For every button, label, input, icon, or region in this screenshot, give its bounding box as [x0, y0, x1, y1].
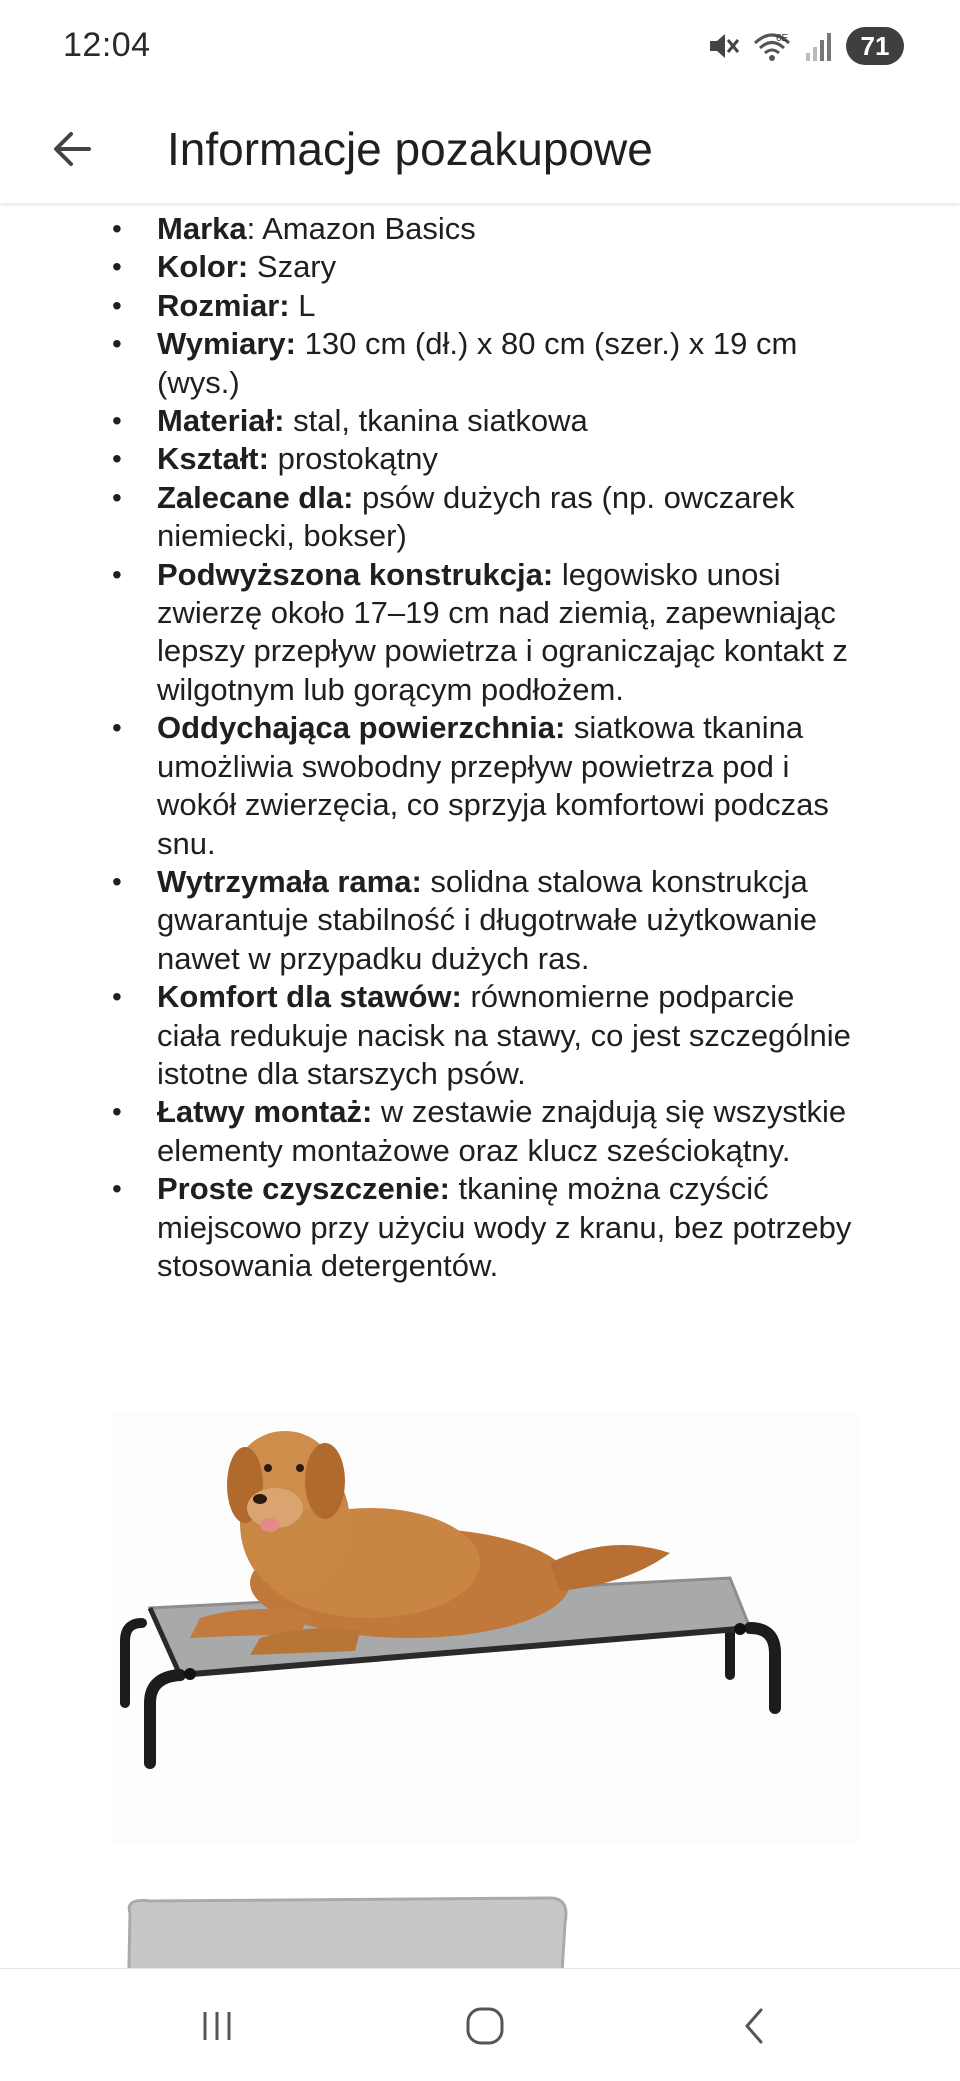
list-item — [112, 248, 852, 286]
feature-label: Materiał: — [157, 403, 285, 439]
list-item — [112, 556, 852, 710]
feature-text: w zestawie znajdują się wszystkie elementy montażowe oraz klucz sześciokątny. — [157, 1094, 847, 1168]
feature-text: Szary — [256, 249, 337, 285]
feature-text: legowisko unosi zwierzę około 17–19 cm nad ziemią, zapewniając lepszy przepływ powietrza i ograniczając kontakt z wilgotnym lub gorącym podłożem. — [157, 556, 848, 707]
feature-text: stal, tkanina siatkowa — [293, 403, 588, 439]
feature-text: Amazon Basics — [262, 211, 476, 246]
feature-text: psów dużych ras (np. owczarek niemiecki, bokser) — [157, 479, 795, 554]
home-icon — [465, 2006, 505, 2046]
product-photo-parts — [110, 1893, 860, 1968]
list-item — [112, 287, 852, 325]
feature-text: siatkowa tkanina umożliwia swobodny przepływ powietrza pod i wokół zwierzęcia, co sprzyja komfortowi podczas snu. — [157, 710, 829, 861]
list-item: • Marka: Amazon Basics — [112, 210, 852, 248]
feature-text: solidna stalowa konstrukcja gwarantuje stabilność i długotrwałe użytkowanie nawet w przypadku dużych ras. — [157, 863, 817, 976]
back-button[interactable] — [40, 117, 104, 181]
feature-label: Zalecane dla: — [157, 479, 354, 515]
feature-label: Wytrzymała rama: — [157, 863, 422, 899]
wifi-6e-icon — [752, 29, 792, 63]
feature-label: Kształt: — [157, 441, 269, 477]
back-icon — [735, 2006, 775, 2046]
feature-label: Marka — [157, 211, 247, 246]
list-item — [112, 440, 852, 478]
content-area[interactable] — [0, 203, 960, 1968]
list-item — [112, 978, 852, 1093]
feature-label: Podwyższona konstrukcja: — [157, 556, 554, 592]
home-button[interactable] — [450, 1991, 520, 2061]
feature-text: L — [298, 287, 316, 323]
list-item — [112, 325, 852, 402]
feature-text: prostokątny — [277, 441, 438, 477]
app-bar — [0, 95, 960, 203]
feature-list — [112, 210, 852, 1285]
recent-apps-button[interactable] — [182, 1991, 252, 2061]
list-item — [112, 1170, 852, 1285]
battery-icon: 71 — [846, 27, 904, 65]
feature-label: Oddychająca powierzchnia: — [157, 710, 566, 746]
list-item — [112, 402, 852, 440]
feature-text: równomierne podparcie ciała redukuje nacisk na stawy, co jest szczególnie istotne dla starszych psów. — [157, 979, 851, 1091]
status-icons — [706, 24, 904, 68]
feature-label: Kolor: — [157, 249, 249, 285]
feature-label: Komfort dla stawów: — [157, 979, 462, 1015]
feature-label: Rozmiar: — [157, 287, 290, 323]
system-back-button[interactable] — [720, 1991, 790, 2061]
feature-label: Wymiary: — [157, 326, 296, 362]
feature-label: Łatwy montaż: — [157, 1094, 373, 1130]
arrow-left-icon — [51, 128, 93, 170]
feature-text: 130 cm (dł.) x 80 cm (szer.) x 19 cm (wys.) — [157, 326, 798, 400]
list-item — [112, 863, 852, 978]
product-photo-dog-on-bed — [110, 1413, 860, 1843]
signal-icon — [804, 29, 834, 63]
page-title: Informacje pozakupowe — [167, 123, 653, 175]
mute-icon — [706, 29, 740, 63]
recent-apps-icon — [197, 2006, 237, 2046]
navigation-bar — [0, 1968, 960, 2081]
list-item — [112, 479, 852, 556]
feature-text: tkaninę można czyścić miejscowo przy użyciu wody z kranu, bez potrzeby stosowania detergentów. — [157, 1171, 852, 1283]
status-bar — [0, 0, 960, 95]
status-time: 12:04 — [63, 26, 151, 64]
list-item — [112, 1093, 852, 1170]
feature-label: Proste czyszczenie: — [157, 1171, 450, 1207]
list-item — [112, 709, 852, 863]
svg-text:6E: 6E — [776, 33, 789, 44]
